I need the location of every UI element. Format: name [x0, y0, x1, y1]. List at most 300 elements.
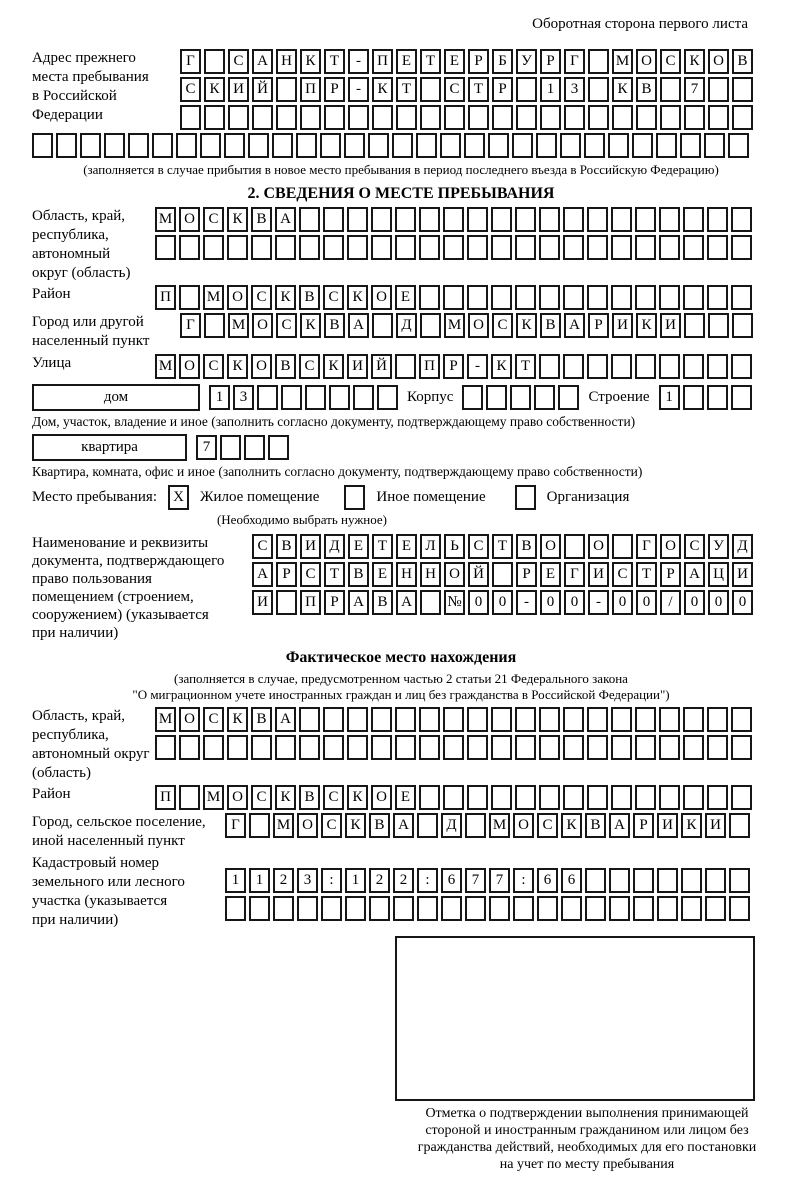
- char-box[interactable]: Р: [516, 562, 537, 587]
- char-box[interactable]: [588, 105, 609, 130]
- char-box[interactable]: П: [300, 590, 321, 615]
- char-box[interactable]: В: [732, 49, 753, 74]
- char-box[interactable]: В: [516, 534, 537, 559]
- char-box[interactable]: [372, 105, 393, 130]
- char-box[interactable]: [564, 105, 585, 130]
- char-box[interactable]: [492, 562, 513, 587]
- char-box[interactable]: [611, 735, 632, 760]
- char-box[interactable]: 7: [489, 868, 510, 893]
- char-box[interactable]: [104, 133, 125, 158]
- char-box[interactable]: [611, 285, 632, 310]
- char-box[interactable]: [708, 105, 729, 130]
- char-box[interactable]: 1: [225, 868, 246, 893]
- char-box[interactable]: [492, 105, 513, 130]
- char-box[interactable]: Л: [420, 534, 441, 559]
- char-box[interactable]: 3: [297, 868, 318, 893]
- char-box[interactable]: [707, 207, 728, 232]
- char-box[interactable]: К: [516, 313, 537, 338]
- char-box[interactable]: В: [251, 707, 272, 732]
- char-box[interactable]: [227, 735, 248, 760]
- char-box[interactable]: [563, 285, 584, 310]
- char-box[interactable]: М: [489, 813, 510, 838]
- char-box[interactable]: Т: [468, 77, 489, 102]
- char-box[interactable]: [329, 385, 350, 410]
- char-box[interactable]: Г: [564, 562, 585, 587]
- char-box[interactable]: В: [585, 813, 606, 838]
- char-box[interactable]: [347, 207, 368, 232]
- char-box[interactable]: [708, 313, 729, 338]
- char-box[interactable]: М: [612, 49, 633, 74]
- char-box[interactable]: Т: [515, 354, 536, 379]
- char-box[interactable]: [323, 707, 344, 732]
- char-box[interactable]: [443, 285, 464, 310]
- char-box[interactable]: В: [299, 285, 320, 310]
- char-box[interactable]: [563, 354, 584, 379]
- char-box[interactable]: [420, 105, 441, 130]
- char-box[interactable]: [656, 133, 677, 158]
- char-box[interactable]: [443, 785, 464, 810]
- char-box[interactable]: К: [612, 77, 633, 102]
- char-box[interactable]: [443, 735, 464, 760]
- char-box[interactable]: [419, 735, 440, 760]
- char-box[interactable]: [683, 207, 704, 232]
- char-box[interactable]: [393, 896, 414, 921]
- char-box[interactable]: М: [203, 285, 224, 310]
- char-box[interactable]: [371, 235, 392, 260]
- char-box[interactable]: В: [324, 313, 345, 338]
- char-box[interactable]: 1: [659, 385, 680, 410]
- char-box[interactable]: [515, 207, 536, 232]
- char-box[interactable]: [395, 207, 416, 232]
- char-box[interactable]: [467, 735, 488, 760]
- char-box[interactable]: И: [252, 590, 273, 615]
- char-box[interactable]: [708, 77, 729, 102]
- char-box[interactable]: [704, 133, 725, 158]
- char-box[interactable]: М: [203, 785, 224, 810]
- char-box[interactable]: Р: [443, 354, 464, 379]
- char-box[interactable]: К: [347, 285, 368, 310]
- char-box[interactable]: [297, 896, 318, 921]
- char-box[interactable]: [515, 235, 536, 260]
- char-box[interactable]: К: [275, 285, 296, 310]
- char-box[interactable]: [419, 285, 440, 310]
- char-box[interactable]: [561, 896, 582, 921]
- char-box[interactable]: С: [323, 785, 344, 810]
- char-box[interactable]: С: [251, 285, 272, 310]
- char-box[interactable]: К: [275, 785, 296, 810]
- char-box[interactable]: [732, 313, 753, 338]
- char-box[interactable]: 0: [492, 590, 513, 615]
- char-box[interactable]: [225, 896, 246, 921]
- char-box[interactable]: [587, 207, 608, 232]
- char-box[interactable]: [563, 735, 584, 760]
- char-box[interactable]: К: [347, 785, 368, 810]
- char-box[interactable]: [371, 207, 392, 232]
- char-box[interactable]: 1: [209, 385, 230, 410]
- char-box[interactable]: [632, 133, 653, 158]
- char-box[interactable]: О: [179, 354, 200, 379]
- char-box[interactable]: [491, 235, 512, 260]
- char-box[interactable]: [683, 235, 704, 260]
- char-box[interactable]: [684, 105, 705, 130]
- char-box[interactable]: [417, 813, 438, 838]
- char-box[interactable]: [347, 235, 368, 260]
- char-box[interactable]: Е: [395, 785, 416, 810]
- char-box[interactable]: [372, 313, 393, 338]
- char-box[interactable]: С: [252, 534, 273, 559]
- char-box[interactable]: [244, 435, 265, 460]
- char-box[interactable]: О: [179, 707, 200, 732]
- char-box[interactable]: Г: [636, 534, 657, 559]
- char-box[interactable]: С: [444, 77, 465, 102]
- char-box[interactable]: [468, 105, 489, 130]
- char-box[interactable]: С: [537, 813, 558, 838]
- char-box[interactable]: [488, 133, 509, 158]
- char-box[interactable]: О: [444, 562, 465, 587]
- char-box[interactable]: [537, 896, 558, 921]
- char-box[interactable]: -: [348, 49, 369, 74]
- char-box[interactable]: [732, 105, 753, 130]
- char-box[interactable]: 3: [233, 385, 254, 410]
- char-box[interactable]: Р: [324, 77, 345, 102]
- char-box[interactable]: Й: [252, 77, 273, 102]
- char-box[interactable]: [515, 735, 536, 760]
- char-box[interactable]: [224, 133, 245, 158]
- char-box[interactable]: [731, 785, 752, 810]
- char-box[interactable]: [392, 133, 413, 158]
- char-box[interactable]: [155, 735, 176, 760]
- char-box[interactable]: [657, 868, 678, 893]
- char-box[interactable]: С: [180, 77, 201, 102]
- char-box[interactable]: [683, 285, 704, 310]
- char-box[interactable]: №: [444, 590, 465, 615]
- char-box[interactable]: -: [516, 590, 537, 615]
- char-box[interactable]: [323, 735, 344, 760]
- char-box[interactable]: [179, 285, 200, 310]
- char-box[interactable]: С: [276, 313, 297, 338]
- char-box[interactable]: [416, 133, 437, 158]
- char-box[interactable]: [728, 133, 749, 158]
- char-box[interactable]: [659, 735, 680, 760]
- char-box[interactable]: Д: [396, 313, 417, 338]
- char-box[interactable]: [371, 735, 392, 760]
- char-box[interactable]: Н: [396, 562, 417, 587]
- char-box[interactable]: :: [513, 868, 534, 893]
- char-box[interactable]: Т: [324, 562, 345, 587]
- char-box[interactable]: [299, 235, 320, 260]
- char-box[interactable]: О: [371, 785, 392, 810]
- char-box[interactable]: К: [372, 77, 393, 102]
- char-box[interactable]: [612, 534, 633, 559]
- char-box[interactable]: [540, 105, 561, 130]
- char-box[interactable]: [275, 235, 296, 260]
- char-box[interactable]: [465, 813, 486, 838]
- char-box[interactable]: К: [681, 813, 702, 838]
- char-box[interactable]: А: [275, 707, 296, 732]
- char-box[interactable]: [731, 385, 752, 410]
- char-box[interactable]: [179, 235, 200, 260]
- char-box[interactable]: [659, 785, 680, 810]
- char-box[interactable]: [321, 896, 342, 921]
- char-box[interactable]: В: [636, 77, 657, 102]
- char-box[interactable]: Е: [372, 562, 393, 587]
- char-box[interactable]: [534, 385, 555, 410]
- char-box[interactable]: [305, 385, 326, 410]
- char-box[interactable]: [491, 735, 512, 760]
- char-box[interactable]: [227, 235, 248, 260]
- char-box[interactable]: [636, 105, 657, 130]
- char-box[interactable]: И: [228, 77, 249, 102]
- char-box[interactable]: [729, 896, 750, 921]
- char-box[interactable]: [179, 785, 200, 810]
- char-box[interactable]: 2: [393, 868, 414, 893]
- char-box[interactable]: [371, 707, 392, 732]
- char-box[interactable]: 2: [369, 868, 390, 893]
- char-box[interactable]: [659, 207, 680, 232]
- char-box[interactable]: [707, 285, 728, 310]
- char-box[interactable]: :: [417, 868, 438, 893]
- char-box[interactable]: К: [323, 354, 344, 379]
- char-box[interactable]: [491, 707, 512, 732]
- char-box[interactable]: [248, 133, 269, 158]
- char-box[interactable]: С: [203, 707, 224, 732]
- char-box[interactable]: П: [300, 77, 321, 102]
- char-box[interactable]: С: [323, 285, 344, 310]
- char-box[interactable]: А: [396, 590, 417, 615]
- char-box[interactable]: -: [588, 590, 609, 615]
- char-box[interactable]: [564, 534, 585, 559]
- char-box[interactable]: К: [636, 313, 657, 338]
- char-box[interactable]: К: [227, 354, 248, 379]
- char-box[interactable]: В: [276, 534, 297, 559]
- char-box[interactable]: О: [588, 534, 609, 559]
- char-box[interactable]: [587, 785, 608, 810]
- char-box[interactable]: [683, 735, 704, 760]
- char-box[interactable]: [560, 133, 581, 158]
- char-box[interactable]: О: [371, 285, 392, 310]
- char-box[interactable]: Т: [324, 49, 345, 74]
- char-box[interactable]: [440, 133, 461, 158]
- char-box[interactable]: [273, 896, 294, 921]
- char-box[interactable]: [369, 896, 390, 921]
- char-box[interactable]: О: [708, 49, 729, 74]
- char-box[interactable]: 7: [196, 435, 217, 460]
- char-box[interactable]: А: [252, 562, 273, 587]
- char-box[interactable]: Ц: [708, 562, 729, 587]
- char-box[interactable]: 1: [249, 868, 270, 893]
- char-box[interactable]: К: [227, 707, 248, 732]
- char-box[interactable]: К: [345, 813, 366, 838]
- char-box[interactable]: [324, 105, 345, 130]
- char-box[interactable]: 2: [273, 868, 294, 893]
- char-box[interactable]: П: [419, 354, 440, 379]
- char-box[interactable]: В: [251, 207, 272, 232]
- char-box[interactable]: Р: [660, 562, 681, 587]
- char-box[interactable]: [347, 707, 368, 732]
- char-box[interactable]: [611, 354, 632, 379]
- char-box[interactable]: [707, 785, 728, 810]
- char-box[interactable]: [608, 133, 629, 158]
- char-box[interactable]: [539, 707, 560, 732]
- char-box[interactable]: 1: [345, 868, 366, 893]
- char-box[interactable]: 0: [708, 590, 729, 615]
- char-box[interactable]: [444, 105, 465, 130]
- char-box[interactable]: [467, 707, 488, 732]
- char-box[interactable]: В: [275, 354, 296, 379]
- char-box[interactable]: [486, 385, 507, 410]
- char-box[interactable]: А: [348, 590, 369, 615]
- char-box[interactable]: [731, 235, 752, 260]
- char-box[interactable]: Г: [180, 313, 201, 338]
- char-box[interactable]: [635, 285, 656, 310]
- char-box[interactable]: К: [227, 207, 248, 232]
- char-box[interactable]: [563, 207, 584, 232]
- char-box[interactable]: [513, 896, 534, 921]
- char-box[interactable]: [705, 868, 726, 893]
- char-box[interactable]: К: [204, 77, 225, 102]
- char-box[interactable]: И: [705, 813, 726, 838]
- char-box[interactable]: [633, 868, 654, 893]
- char-box[interactable]: [539, 285, 560, 310]
- char-box[interactable]: [660, 77, 681, 102]
- char-box[interactable]: [465, 896, 486, 921]
- char-box[interactable]: Р: [276, 562, 297, 587]
- char-box[interactable]: [419, 207, 440, 232]
- char-box[interactable]: [180, 105, 201, 130]
- char-box[interactable]: [611, 207, 632, 232]
- char-box[interactable]: [249, 813, 270, 838]
- char-box[interactable]: Е: [396, 49, 417, 74]
- char-box[interactable]: 0: [612, 590, 633, 615]
- apartment-type-box[interactable]: квартира: [32, 434, 187, 461]
- char-box[interactable]: [491, 785, 512, 810]
- char-box[interactable]: И: [732, 562, 753, 587]
- char-box[interactable]: [179, 735, 200, 760]
- char-box[interactable]: [588, 49, 609, 74]
- char-box[interactable]: М: [155, 354, 176, 379]
- char-box[interactable]: Б: [492, 49, 513, 74]
- char-box[interactable]: [609, 896, 630, 921]
- char-box[interactable]: [731, 354, 752, 379]
- char-box[interactable]: [276, 105, 297, 130]
- char-box[interactable]: О: [540, 534, 561, 559]
- char-box[interactable]: Т: [636, 562, 657, 587]
- char-box[interactable]: А: [684, 562, 705, 587]
- char-box[interactable]: О: [660, 534, 681, 559]
- char-box[interactable]: [587, 354, 608, 379]
- char-box[interactable]: С: [321, 813, 342, 838]
- char-box[interactable]: С: [468, 534, 489, 559]
- char-box[interactable]: [680, 133, 701, 158]
- char-box[interactable]: [377, 385, 398, 410]
- char-box[interactable]: [510, 385, 531, 410]
- char-box[interactable]: У: [708, 534, 729, 559]
- char-box[interactable]: И: [347, 354, 368, 379]
- char-box[interactable]: Е: [540, 562, 561, 587]
- char-box[interactable]: 0: [732, 590, 753, 615]
- char-box[interactable]: [681, 896, 702, 921]
- char-box[interactable]: [731, 707, 752, 732]
- char-box[interactable]: [683, 354, 704, 379]
- char-box[interactable]: [220, 435, 241, 460]
- char-box[interactable]: С: [251, 785, 272, 810]
- char-box[interactable]: [731, 735, 752, 760]
- char-box[interactable]: [467, 235, 488, 260]
- char-box[interactable]: [299, 707, 320, 732]
- char-box[interactable]: [489, 896, 510, 921]
- char-box[interactable]: [320, 133, 341, 158]
- char-box[interactable]: 3: [564, 77, 585, 102]
- char-box[interactable]: Т: [492, 534, 513, 559]
- char-box[interactable]: Е: [396, 534, 417, 559]
- char-box[interactable]: В: [372, 590, 393, 615]
- char-box[interactable]: 7: [684, 77, 705, 102]
- char-box[interactable]: [323, 235, 344, 260]
- char-box[interactable]: [204, 105, 225, 130]
- char-box[interactable]: [707, 235, 728, 260]
- char-box[interactable]: [707, 735, 728, 760]
- char-box[interactable]: [563, 235, 584, 260]
- char-box[interactable]: [515, 707, 536, 732]
- char-box[interactable]: А: [275, 207, 296, 232]
- char-box[interactable]: И: [612, 313, 633, 338]
- char-box[interactable]: [344, 133, 365, 158]
- char-box[interactable]: [536, 133, 557, 158]
- char-box[interactable]: [396, 105, 417, 130]
- char-box[interactable]: [464, 133, 485, 158]
- char-box[interactable]: [558, 385, 579, 410]
- char-box[interactable]: 6: [441, 868, 462, 893]
- char-box[interactable]: В: [540, 313, 561, 338]
- char-box[interactable]: [300, 105, 321, 130]
- char-box[interactable]: С: [203, 354, 224, 379]
- char-box[interactable]: [635, 707, 656, 732]
- char-box[interactable]: [203, 235, 224, 260]
- char-box[interactable]: [563, 707, 584, 732]
- char-box[interactable]: [467, 785, 488, 810]
- char-box[interactable]: [417, 896, 438, 921]
- char-box[interactable]: 1: [540, 77, 561, 102]
- char-box[interactable]: [515, 285, 536, 310]
- checkbox-other-premises-box[interactable]: [344, 485, 365, 510]
- char-box[interactable]: Н: [276, 49, 297, 74]
- char-box[interactable]: [539, 735, 560, 760]
- char-box[interactable]: [611, 235, 632, 260]
- char-box[interactable]: С: [684, 534, 705, 559]
- char-box[interactable]: 7: [465, 868, 486, 893]
- char-box[interactable]: [268, 435, 289, 460]
- char-box[interactable]: С: [492, 313, 513, 338]
- char-box[interactable]: 0: [468, 590, 489, 615]
- char-box[interactable]: [204, 313, 225, 338]
- char-box[interactable]: [251, 735, 272, 760]
- char-box[interactable]: Е: [395, 285, 416, 310]
- char-box[interactable]: С: [660, 49, 681, 74]
- char-box[interactable]: И: [660, 313, 681, 338]
- char-box[interactable]: [588, 77, 609, 102]
- char-box[interactable]: [441, 896, 462, 921]
- char-box[interactable]: [609, 868, 630, 893]
- char-box[interactable]: [611, 785, 632, 810]
- char-box[interactable]: [635, 785, 656, 810]
- char-box[interactable]: В: [299, 785, 320, 810]
- char-box[interactable]: Н: [420, 562, 441, 587]
- char-box[interactable]: А: [348, 313, 369, 338]
- char-box[interactable]: [395, 707, 416, 732]
- char-box[interactable]: [467, 207, 488, 232]
- char-box[interactable]: [348, 105, 369, 130]
- char-box[interactable]: М: [155, 707, 176, 732]
